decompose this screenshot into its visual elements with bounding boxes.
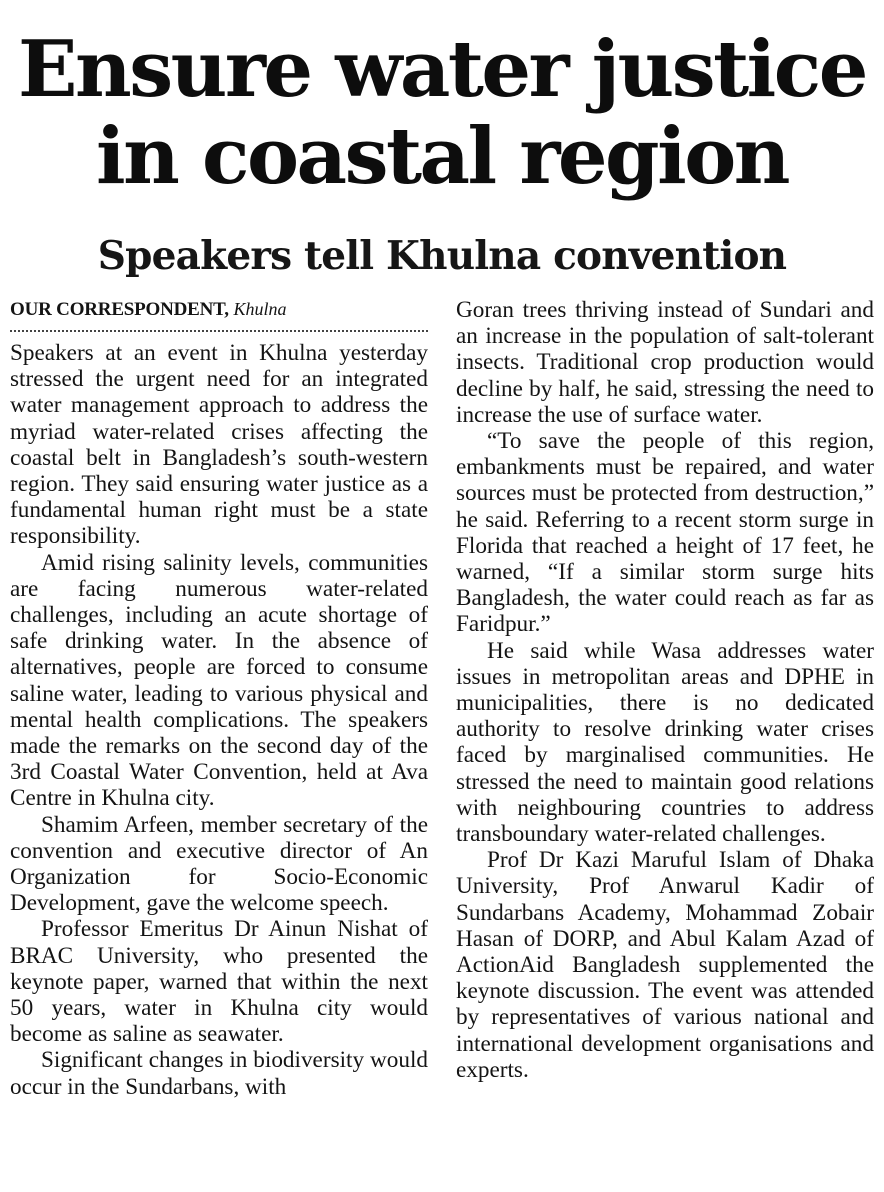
paragraph: “To save the people of this region, embankments must be repaired, and water sources must be protected from destruction,” he said. Referring to a recent storm surge in Florida that reached a height of 17 feet, he warned, “If a similar storm surge hits Bangladesh, the water could reach as far as Faridpur.”	[456, 428, 874, 638]
headline	[0, 26, 884, 200]
byline	[10, 296, 428, 323]
byline-author: OUR CORRESPONDENT,	[10, 299, 229, 320]
article-column-left	[10, 296, 428, 1100]
paragraph: Shamim Arfeen, member secretary of the convention and executive director of An Organization for Socio-Economic Development, gave the welcome speech.	[10, 811, 428, 917]
paragraph: Significant changes in biodiversity would occur in the Sundarbans, with	[10, 1047, 428, 1100]
byline-location: Khulna	[233, 299, 287, 319]
paragraph: Professor Emeritus Dr Ainun Nishat of BRAC University, who presented the keynote paper, warned that within the next 50 years, water in Khulna city would become as saline as seawater.	[10, 916, 428, 1048]
paragraph: Prof Dr Kazi Maruful Islam of Dhaka University, Prof Anwarul Kadir of Sundarbans Academy, Mohammad Zobair Hasan of DORP, and Abul Kalam Azad of ActionAid Bangladesh supplemented the keynote discussion. The event was attended by representatives of various national and international development organisations and experts.	[456, 847, 874, 1083]
paragraph: Speakers at an event in Khulna yesterday stressed the urgent need for an integrated water management approach to address the myriad water-related crises affecting the coastal belt in Bangladesh’s south-western region. They said ensuring water justice as a fundamental human right must be a state responsibility.	[10, 340, 428, 550]
subheadline: Speakers tell Khulna convention	[97, 233, 787, 279]
paragraph: He said while Wasa addresses water issues in metropolitan areas and DPHE in municipalities, there is no dedicated authority to resolve drinking water crises faced by marginalised communities. He stressed the need to maintain good relations with neighbouring countries to address transboundary water-related challenges.	[456, 637, 874, 848]
byline-divider	[10, 330, 428, 332]
paragraph: Amid rising salinity levels, communities are facing numerous water-related challenges, including an acute shortage of safe drinking water. In the absence of alternatives, people are forced to consume saline water, leading to various physical and mental health complications. The speakers made the remarks on the second day of the 3rd Coastal Water Convention, held at Ava Centre in Khulna city.	[10, 549, 428, 812]
article-column-right	[456, 297, 874, 1083]
paragraph: Goran trees thriving instead of Sundari and an increase in the population of salt-tolerant insects. Traditional crop production would decline by half, he said, stressing the need to increase the use of surface water.	[456, 297, 874, 428]
headline-line-2: in coastal region	[96, 111, 788, 202]
headline-line-1: Ensure water justice	[18, 24, 866, 115]
